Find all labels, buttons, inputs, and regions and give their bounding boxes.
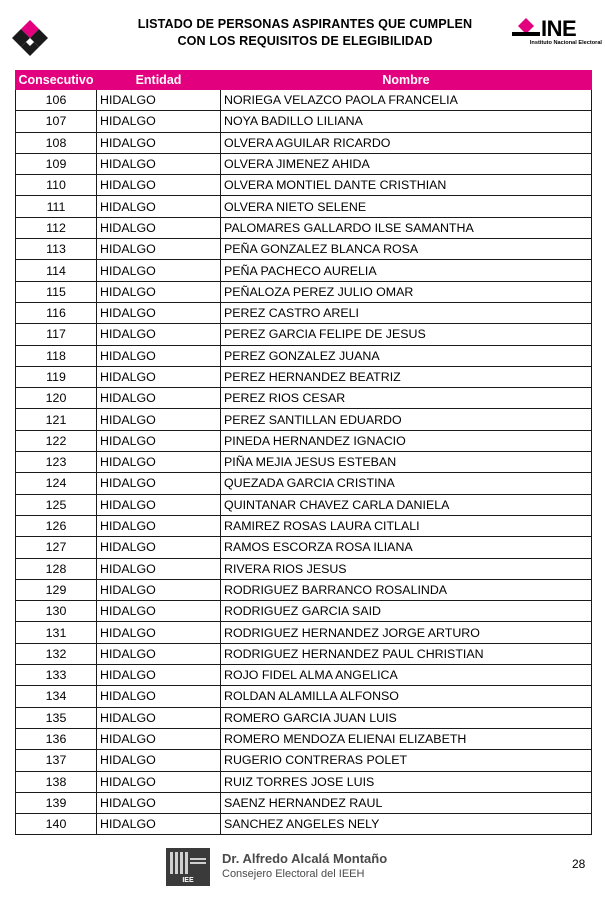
cell-nombre: PEREZ HERNANDEZ BEATRIZ xyxy=(221,366,592,387)
cell-entidad: HIDALGO xyxy=(97,707,221,728)
table-row xyxy=(16,90,592,111)
cell-consecutivo: 106 xyxy=(16,90,97,111)
cell-nombre: PEREZ GARCIA FELIPE DE JESUS xyxy=(221,324,592,345)
cell-consecutivo: 114 xyxy=(16,260,97,281)
cell-consecutivo: 137 xyxy=(16,750,97,771)
cell-consecutivo: 115 xyxy=(16,281,97,302)
cell-nombre: RODRIGUEZ HERNANDEZ JORGE ARTURO xyxy=(221,622,592,643)
cell-consecutivo: 108 xyxy=(16,132,97,153)
table-row xyxy=(16,111,592,132)
cell-entidad: HIDALGO xyxy=(97,515,221,536)
signer-role: Consejero Electoral del IEEH xyxy=(222,868,365,880)
ieeh-building-logo-icon xyxy=(166,848,210,886)
table-row xyxy=(16,239,592,260)
cell-consecutivo: 132 xyxy=(16,643,97,664)
cell-nombre: RODRIGUEZ GARCIA SAID xyxy=(221,601,592,622)
cell-nombre: RAMIREZ ROSAS LAURA CITLALI xyxy=(221,515,592,536)
table-body xyxy=(16,90,592,835)
ine-mark-icon xyxy=(512,18,540,40)
page-number: 28 xyxy=(572,857,586,871)
cell-consecutivo: 107 xyxy=(16,111,97,132)
cell-entidad: HIDALGO xyxy=(97,814,221,835)
table-row xyxy=(16,196,592,217)
cell-entidad: HIDALGO xyxy=(97,686,221,707)
table-row xyxy=(16,494,592,515)
table-row xyxy=(16,686,592,707)
table-row xyxy=(16,452,592,473)
cell-entidad: HIDALGO xyxy=(97,217,221,238)
cell-entidad: HIDALGO xyxy=(97,388,221,409)
cell-nombre: ROMERO MENDOZA ELIENAI ELIZABETH xyxy=(221,728,592,749)
cell-entidad: HIDALGO xyxy=(97,239,221,260)
cell-entidad: HIDALGO xyxy=(97,260,221,281)
cell-entidad: HIDALGO xyxy=(97,750,221,771)
document-header xyxy=(0,0,605,70)
table-row xyxy=(16,175,592,196)
table-row xyxy=(16,366,592,387)
table-row xyxy=(16,217,592,238)
cell-nombre: PALOMARES GALLARDO ILSE SAMANTHA xyxy=(221,217,592,238)
cell-consecutivo: 112 xyxy=(16,217,97,238)
cell-consecutivo: 117 xyxy=(16,324,97,345)
cell-consecutivo: 140 xyxy=(16,814,97,835)
cell-nombre: PEREZ CASTRO ARELI xyxy=(221,302,592,323)
cell-consecutivo: 118 xyxy=(16,345,97,366)
table-row xyxy=(16,665,592,686)
cell-consecutivo: 122 xyxy=(16,430,97,451)
cell-nombre: OLVERA NIETO SELENE xyxy=(221,196,592,217)
cell-nombre: PINEDA HERNANDEZ IGNACIO xyxy=(221,430,592,451)
cell-entidad: HIDALGO xyxy=(97,771,221,792)
cell-consecutivo: 119 xyxy=(16,366,97,387)
table-row xyxy=(16,302,592,323)
cell-nombre: RODRIGUEZ BARRANCO ROSALINDA xyxy=(221,579,592,600)
cell-entidad: HIDALGO xyxy=(97,132,221,153)
cell-nombre: ROMERO GARCIA JUAN LUIS xyxy=(221,707,592,728)
cell-consecutivo: 109 xyxy=(16,153,97,174)
cell-nombre: QUINTANAR CHAVEZ CARLA DANIELA xyxy=(221,494,592,515)
table-row xyxy=(16,537,592,558)
table-row xyxy=(16,132,592,153)
ine-logo-word: INE xyxy=(541,16,577,41)
cell-consecutivo: 125 xyxy=(16,494,97,515)
cell-nombre: OLVERA AGUILAR RICARDO xyxy=(221,132,592,153)
cell-nombre: QUEZADA GARCIA CRISTINA xyxy=(221,473,592,494)
cell-entidad: HIDALGO xyxy=(97,452,221,473)
cell-entidad: HIDALGO xyxy=(97,558,221,579)
cell-nombre: ROLDAN ALAMILLA ALFONSO xyxy=(221,686,592,707)
cell-nombre: PEÑA GONZALEZ BLANCA ROSA xyxy=(221,239,592,260)
cell-entidad: HIDALGO xyxy=(97,430,221,451)
table-row xyxy=(16,345,592,366)
cell-entidad: HIDALGO xyxy=(97,366,221,387)
table-row xyxy=(16,728,592,749)
table-row xyxy=(16,814,592,835)
cell-entidad: HIDALGO xyxy=(97,665,221,686)
table-row xyxy=(16,388,592,409)
column-header-consecutivo: Consecutivo xyxy=(16,71,97,90)
cell-consecutivo: 138 xyxy=(16,771,97,792)
cell-nombre: RIVERA RIOS JESUS xyxy=(221,558,592,579)
ieeh-footer-logo xyxy=(166,848,210,886)
cell-consecutivo: 128 xyxy=(16,558,97,579)
cell-nombre: ROJO FIDEL ALMA ANGELICA xyxy=(221,665,592,686)
cell-consecutivo: 135 xyxy=(16,707,97,728)
table-row xyxy=(16,260,592,281)
cell-consecutivo: 110 xyxy=(16,175,97,196)
table-row xyxy=(16,153,592,174)
title-line-2: CON LOS REQUISITOS DE ELEGIBILIDAD xyxy=(177,34,433,48)
cell-nombre: PIÑA MEJIA JESUS ESTEBAN xyxy=(221,452,592,473)
table-header-row xyxy=(16,71,592,90)
cell-nombre: PEREZ RIOS CESAR xyxy=(221,388,592,409)
table-row xyxy=(16,579,592,600)
cell-nombre: RUIZ TORRES JOSE LUIS xyxy=(221,771,592,792)
candidates-table xyxy=(15,70,592,835)
table-row xyxy=(16,324,592,345)
table-row xyxy=(16,622,592,643)
cell-consecutivo: 131 xyxy=(16,622,97,643)
cell-nombre: NORIEGA VELAZCO PAOLA FRANCELIA xyxy=(221,90,592,111)
cell-nombre: PEÑALOZA PEREZ JULIO OMAR xyxy=(221,281,592,302)
table-row xyxy=(16,643,592,664)
cell-consecutivo: 113 xyxy=(16,239,97,260)
cell-consecutivo: 129 xyxy=(16,579,97,600)
title-line-1: LISTADO DE PERSONAS ASPIRANTES QUE CUMPLEN xyxy=(137,17,473,31)
document-title xyxy=(110,16,500,50)
signer-name: Dr. Alfredo Alcalá Montaño xyxy=(222,851,388,866)
ine-logo-subtitle: Instituto Nacional Electoral xyxy=(529,40,602,46)
table-row xyxy=(16,281,592,302)
cell-consecutivo: 130 xyxy=(16,601,97,622)
cell-entidad: HIDALGO xyxy=(97,196,221,217)
cell-entidad: HIDALGO xyxy=(97,579,221,600)
table-row xyxy=(16,515,592,536)
table-row xyxy=(16,792,592,813)
table-row xyxy=(16,771,592,792)
cell-nombre: RUGERIO CONTRERAS POLET xyxy=(221,750,592,771)
cell-entidad: HIDALGO xyxy=(97,302,221,323)
cell-nombre: PEREZ GONZALEZ JUANA xyxy=(221,345,592,366)
ieeh-footer-logo-text: IEE xyxy=(182,877,194,884)
cell-entidad: HIDALGO xyxy=(97,324,221,345)
cell-consecutivo: 111 xyxy=(16,196,97,217)
table-row xyxy=(16,601,592,622)
cell-consecutivo: 126 xyxy=(16,515,97,536)
ieeh-diamond-logo-icon xyxy=(8,18,52,58)
cell-entidad: HIDALGO xyxy=(97,728,221,749)
cell-nombre: RODRIGUEZ HERNANDEZ PAUL CHRISTIAN xyxy=(221,643,592,664)
cell-entidad: HIDALGO xyxy=(97,473,221,494)
ine-logo xyxy=(512,16,602,50)
cell-consecutivo: 121 xyxy=(16,409,97,430)
cell-consecutivo: 136 xyxy=(16,728,97,749)
cell-consecutivo: 120 xyxy=(16,388,97,409)
cell-consecutivo: 127 xyxy=(16,537,97,558)
cell-nombre: SANCHEZ ANGELES NELY xyxy=(221,814,592,835)
column-header-nombre: Nombre xyxy=(221,71,592,90)
table-row xyxy=(16,409,592,430)
cell-entidad: HIDALGO xyxy=(97,643,221,664)
cell-nombre: PEREZ SANTILLAN EDUARDO xyxy=(221,409,592,430)
cell-entidad: HIDALGO xyxy=(97,281,221,302)
cell-consecutivo: 134 xyxy=(16,686,97,707)
cell-nombre: SAENZ HERNANDEZ RAUL xyxy=(221,792,592,813)
cell-consecutivo: 124 xyxy=(16,473,97,494)
table-row xyxy=(16,707,592,728)
cell-entidad: HIDALGO xyxy=(97,494,221,515)
cell-entidad: HIDALGO xyxy=(97,601,221,622)
cell-entidad: HIDALGO xyxy=(97,153,221,174)
cell-nombre: PEÑA PACHECO AURELIA xyxy=(221,260,592,281)
cell-consecutivo: 139 xyxy=(16,792,97,813)
cell-entidad: HIDALGO xyxy=(97,792,221,813)
cell-consecutivo: 123 xyxy=(16,452,97,473)
table-row xyxy=(16,558,592,579)
cell-entidad: HIDALGO xyxy=(97,537,221,558)
cell-consecutivo: 133 xyxy=(16,665,97,686)
cell-nombre: OLVERA MONTIEL DANTE CRISTHIAN xyxy=(221,175,592,196)
cell-entidad: HIDALGO xyxy=(97,175,221,196)
cell-entidad: HIDALGO xyxy=(97,345,221,366)
table-row xyxy=(16,473,592,494)
cell-entidad: HIDALGO xyxy=(97,622,221,643)
cell-entidad: HIDALGO xyxy=(97,111,221,132)
table-row xyxy=(16,750,592,771)
cell-nombre: NOYA BADILLO LILIANA xyxy=(221,111,592,132)
cell-entidad: HIDALGO xyxy=(97,409,221,430)
cell-consecutivo: 116 xyxy=(16,302,97,323)
table-row xyxy=(16,430,592,451)
cell-nombre: RAMOS ESCORZA ROSA ILIANA xyxy=(221,537,592,558)
column-header-entidad: Entidad xyxy=(97,71,221,90)
cell-entidad: HIDALGO xyxy=(97,90,221,111)
cell-nombre: OLVERA JIMENEZ AHIDA xyxy=(221,153,592,174)
